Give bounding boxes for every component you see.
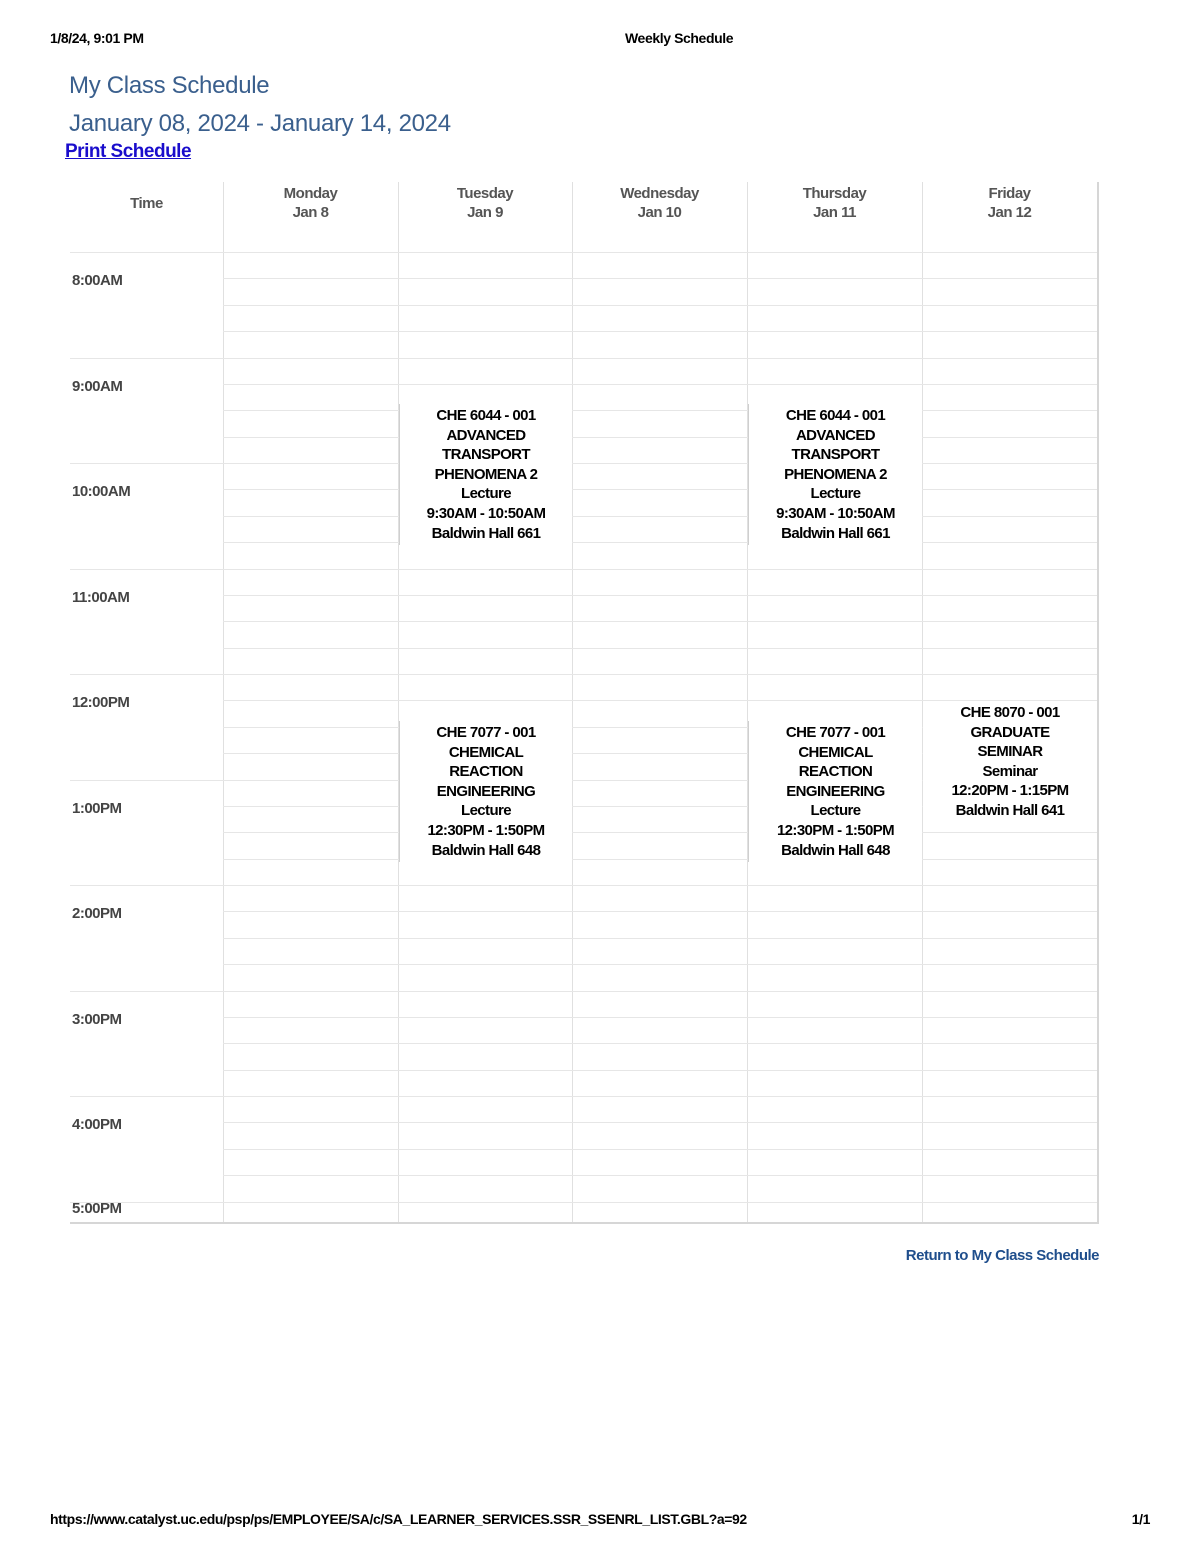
quarter-gridline <box>223 1175 1097 1176</box>
event-location: Baldwin Hall 648 <box>781 841 890 859</box>
day-date: Jan 10 <box>637 204 682 221</box>
hour-gridline <box>70 358 1097 359</box>
day-header-wednesday <box>572 184 747 222</box>
quarter-gridline <box>223 1149 1097 1150</box>
day-header-tuesday <box>398 184 572 222</box>
time-column-header <box>70 194 223 213</box>
event-time: 12:30PM - 1:50PM <box>776 821 895 839</box>
event-location: Baldwin Hall 641 <box>955 801 1065 819</box>
class-event[interactable] <box>748 721 922 862</box>
event-type: Seminar <box>982 762 1038 780</box>
event-title-line: PHENOMENA 2 <box>434 465 538 483</box>
event-title-line: CHEMICAL <box>798 743 873 761</box>
event-title-line: REACTION <box>798 763 873 781</box>
event-type: Lecture <box>461 485 511 503</box>
day-date: Jan 11 <box>813 204 856 221</box>
print-datetime: 1/8/24, 9:01 PM <box>50 30 144 46</box>
event-title-line: GRADUATE <box>970 723 1050 741</box>
hour-gridline <box>70 674 1097 675</box>
time-label: 8:00AM <box>72 272 123 289</box>
event-time: 12:20PM - 1:15PM <box>951 782 1069 800</box>
weekly-schedule-grid <box>70 182 1099 1224</box>
time-label: 9:00AM <box>72 378 123 395</box>
class-event[interactable] <box>923 701 1097 823</box>
print-url: https://www.catalyst.uc.edu/psp/ps/EMPLOYEE/SA/c/SA_LEARNER_SERVICES.SSR_SSENRL_LIST.GBL?a=92 <box>50 1511 747 1527</box>
hour-gridline <box>70 569 1097 570</box>
event-type: Lecture <box>810 485 861 503</box>
time-label: 3:00PM <box>72 1011 122 1028</box>
class-event[interactable] <box>399 721 572 862</box>
class-event[interactable] <box>748 404 922 545</box>
quarter-gridline <box>223 410 1097 411</box>
day-date: Jan 8 <box>292 204 329 221</box>
page-title: My Class Schedule <box>69 72 270 99</box>
event-course: CHE 6044 - 001 <box>785 407 886 424</box>
quarter-gridline <box>223 938 1097 939</box>
event-type: Lecture <box>810 802 861 820</box>
event-time: 9:30AM - 10:50AM <box>426 504 546 522</box>
event-type: Lecture <box>461 802 511 820</box>
event-title-line: REACTION <box>449 763 523 781</box>
day-name: Tuesday <box>456 185 514 202</box>
time-label: 5:00PM <box>72 1200 122 1217</box>
date-range: January 08, 2024 - January 14, 2024 <box>69 110 451 137</box>
day-header-monday <box>223 184 398 222</box>
event-title-line: SEMINAR <box>977 743 1043 761</box>
print-schedule-link[interactable]: Print Schedule <box>65 141 192 162</box>
quarter-gridline <box>223 1017 1097 1018</box>
event-title-line: PHENOMENA 2 <box>784 465 887 483</box>
event-title-line: ADVANCED <box>795 426 876 444</box>
event-title-line: ADVANCED <box>446 426 526 444</box>
return-to-schedule-link[interactable]: Return to My Class Schedule <box>905 1247 1099 1264</box>
event-course: CHE 8070 - 001 <box>960 704 1060 721</box>
class-event[interactable] <box>399 404 572 545</box>
column-divider <box>398 182 399 1222</box>
time-label: 1:00PM <box>72 800 122 817</box>
quarter-gridline <box>223 278 1097 279</box>
quarter-gridline <box>223 489 1097 490</box>
quarter-gridline <box>223 331 1097 332</box>
hour-gridline <box>70 252 1097 253</box>
quarter-gridline <box>223 1122 1097 1123</box>
event-time: 9:30AM - 10:50AM <box>776 504 895 522</box>
quarter-gridline <box>223 832 1097 833</box>
column-divider <box>572 182 573 1222</box>
hour-gridline <box>70 463 1097 464</box>
day-name: Monday <box>283 185 338 202</box>
quarter-gridline <box>223 1070 1097 1071</box>
event-title-line: TRANSPORT <box>791 446 880 464</box>
hour-gridline <box>70 885 1097 886</box>
hour-gridline <box>70 1096 1097 1097</box>
day-header-friday <box>922 184 1097 222</box>
event-location: Baldwin Hall 648 <box>431 841 541 859</box>
time-label: 10:00AM <box>72 483 131 500</box>
quarter-gridline <box>223 437 1097 438</box>
column-divider <box>223 182 224 1222</box>
event-course: CHE 6044 - 001 <box>436 407 536 424</box>
day-name: Friday <box>988 185 1031 202</box>
quarter-gridline <box>223 542 1097 543</box>
event-title-line: ENGINEERING <box>786 782 885 800</box>
quarter-gridline <box>223 384 1097 385</box>
event-course: CHE 7077 - 001 <box>436 724 536 741</box>
event-title-line: ENGINEERING <box>436 782 536 800</box>
quarter-gridline <box>223 648 1097 649</box>
time-label: 12:00PM <box>72 694 130 711</box>
event-title-line: CHEMICAL <box>448 743 524 761</box>
print-page-number: 1/1 <box>1131 1511 1150 1527</box>
quarter-gridline <box>223 964 1097 965</box>
quarter-gridline <box>223 911 1097 912</box>
day-date: Jan 9 <box>467 204 503 221</box>
print-title: Weekly Schedule <box>625 30 734 46</box>
hour-gridline <box>70 991 1097 992</box>
event-title-line: TRANSPORT <box>442 446 530 464</box>
quarter-gridline <box>223 305 1097 306</box>
hour-gridline <box>70 1202 1097 1203</box>
event-location: Baldwin Hall 661 <box>431 524 541 542</box>
quarter-gridline <box>223 516 1097 517</box>
event-time: 12:30PM - 1:50PM <box>427 821 545 839</box>
quarter-gridline <box>223 859 1097 860</box>
event-course: CHE 7077 - 001 <box>785 724 886 741</box>
time-label: 11:00AM <box>72 589 130 606</box>
time-header-label: Time <box>130 195 163 212</box>
day-header-thursday <box>747 184 922 222</box>
day-name: Wednesday <box>620 185 699 202</box>
day-date: Jan 12 <box>987 204 1032 221</box>
quarter-gridline <box>223 621 1097 622</box>
quarter-gridline <box>223 595 1097 596</box>
column-divider <box>747 182 748 1222</box>
time-label: 2:00PM <box>72 905 122 922</box>
event-location: Baldwin Hall 661 <box>781 524 890 542</box>
time-label: 4:00PM <box>72 1116 122 1133</box>
quarter-gridline <box>223 1043 1097 1044</box>
day-name: Thursday <box>802 185 867 202</box>
